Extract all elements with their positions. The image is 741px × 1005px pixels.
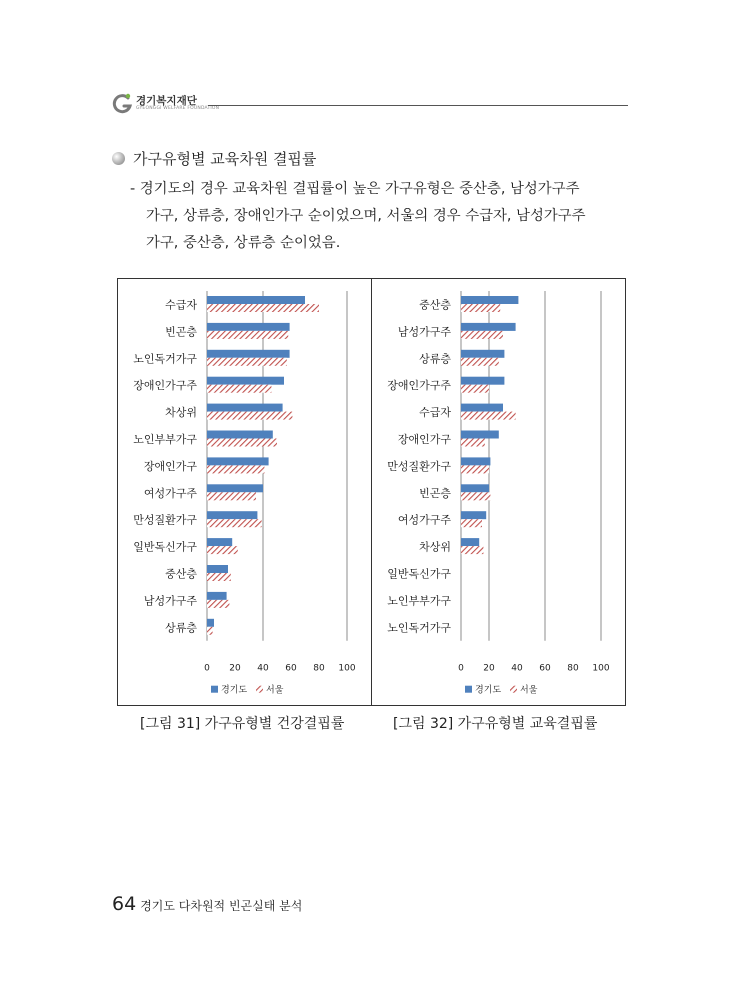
category-label: 일반독신가구 [387, 567, 451, 581]
bar-gyeonggi [207, 296, 305, 304]
body-paragraph [130, 176, 635, 257]
bar-seoul [207, 385, 271, 393]
bar-seoul [461, 519, 482, 527]
bar-seoul [207, 358, 287, 366]
legend-label-gyeonggi: 경기도 [221, 685, 248, 696]
bar-gyeonggi [207, 592, 227, 600]
bullet-icon [112, 152, 125, 165]
bar-seoul [207, 465, 264, 473]
bar-seoul [461, 412, 516, 420]
category-label: 상류층 [165, 621, 197, 635]
category-label: 빈곤층 [419, 486, 451, 500]
category-label: 차상위 [165, 406, 197, 420]
legend-swatch-gyeonggi [211, 686, 218, 693]
page-header [112, 90, 628, 116]
bar-seoul [461, 331, 503, 339]
legend-label-seoul: 서울 [266, 685, 284, 696]
bar-gyeonggi [461, 511, 486, 519]
category-label: 남성가구주 [143, 594, 197, 608]
bar-gyeonggi [461, 296, 518, 304]
bar-gyeonggi [461, 457, 490, 465]
category-label: 남성가구주 [397, 325, 451, 339]
category-label: 수급자 [165, 298, 197, 312]
category-label: 중산층 [419, 298, 451, 312]
category-label: 노인부부가구 [133, 432, 197, 446]
x-tick-label: 60 [539, 663, 551, 674]
org-subtitle: GYEONGGI WELFARE FOUNDATION [136, 106, 220, 111]
x-tick-label: 0 [204, 663, 210, 674]
bar-gyeonggi [207, 350, 290, 358]
paragraph-line: 가구, 중산층, 상류층 순이었음. [146, 235, 341, 251]
bar-seoul [207, 627, 213, 635]
bar-seoul [207, 573, 231, 581]
bar-gyeonggi [461, 377, 504, 385]
figure-caption-31: [그림 31] 가구유형별 건강결핍률 [140, 716, 345, 732]
x-tick-label: 40 [511, 663, 523, 674]
x-tick-label: 100 [338, 663, 356, 674]
category-label: 중산층 [165, 567, 197, 581]
x-tick-label: 20 [483, 663, 495, 674]
bar-gyeonggi [461, 404, 503, 412]
bar-gyeonggi [461, 350, 504, 358]
bar-seoul [207, 492, 256, 500]
category-label: 상류층 [419, 352, 451, 366]
category-label: 노인독거가구 [387, 621, 451, 635]
bar-seoul [207, 331, 288, 339]
bar-gyeonggi [461, 484, 489, 492]
x-tick-label: 0 [458, 663, 464, 674]
bar-gyeonggi [207, 457, 269, 465]
section-title: 가구유형별 교육차원 결핍률 [133, 150, 317, 168]
category-label: 수급자 [419, 406, 451, 420]
chart-health-deprivation [117, 278, 372, 706]
category-label: 장애인가구 [143, 459, 197, 473]
bar-gyeonggi [207, 619, 214, 627]
bar-seoul [207, 600, 229, 608]
section-heading [112, 148, 316, 169]
foundation-logo-icon [112, 92, 134, 114]
bar-gyeonggi [207, 323, 290, 331]
bar-seoul [461, 358, 499, 366]
bar-gyeonggi [461, 323, 516, 331]
category-label: 일반독신가구 [133, 540, 197, 554]
bar-gyeonggi [461, 431, 499, 439]
category-label: 만성질환가구 [387, 459, 451, 473]
bar-gyeonggi [461, 538, 479, 546]
bar-seoul [207, 546, 238, 554]
x-tick-label: 40 [257, 663, 269, 674]
bar-gyeonggi [207, 431, 273, 439]
bar-seoul [461, 385, 489, 393]
x-tick-label: 80 [567, 663, 579, 674]
page-footer [112, 893, 302, 915]
bar-gyeonggi [207, 538, 232, 546]
x-tick-label: 20 [229, 663, 241, 674]
category-label: 차상위 [419, 540, 451, 554]
legend-swatch-seoul [256, 686, 263, 693]
legend-label-gyeonggi: 경기도 [475, 685, 502, 696]
legend-swatch-seoul [510, 686, 517, 693]
bar-gyeonggi [207, 565, 228, 573]
bar-gyeonggi [207, 377, 284, 385]
page-number: 64 [112, 893, 137, 915]
bar-seoul [461, 304, 500, 312]
org-name: 경기복지재단 [136, 95, 197, 107]
bar-seoul [207, 304, 319, 312]
bar-seoul [207, 412, 292, 420]
x-tick-label: 80 [313, 663, 325, 674]
category-label: 빈곤층 [165, 325, 197, 339]
paragraph-line: - 경기도의 경우 교육차원 결핍률이 높은 가구유형은 중산층, 남성가구주 [130, 181, 580, 197]
category-label: 여성가구주 [397, 513, 451, 527]
bar-gyeonggi [207, 511, 257, 519]
bar-seoul [207, 519, 262, 527]
legend-swatch-gyeonggi [465, 686, 472, 693]
paragraph-line: 가구, 상류층, 장애인가구 순이었으며, 서울의 경우 수급자, 남성가구주 [146, 208, 586, 224]
book-title: 경기도 다차원적 빈곤실태 분석 [140, 899, 303, 913]
x-tick-label: 100 [592, 663, 610, 674]
category-label: 장애인가구주 [387, 379, 451, 393]
bar-seoul [461, 465, 489, 473]
category-label: 여성가구주 [143, 486, 197, 500]
x-tick-label: 60 [285, 663, 297, 674]
bar-seoul [461, 546, 483, 554]
category-label: 만성질환가구 [133, 513, 197, 527]
chart-education-deprivation [371, 278, 626, 706]
bar-seoul [461, 439, 485, 447]
category-label: 장애인가구주 [133, 379, 197, 393]
bar-seoul [461, 492, 490, 500]
chart-education-svg [372, 279, 627, 707]
bar-seoul [207, 439, 277, 447]
category-label: 노인부부가구 [387, 594, 451, 608]
bar-gyeonggi [207, 404, 283, 412]
legend-label-seoul: 서울 [520, 685, 538, 696]
chart-health-svg [118, 279, 373, 707]
figure-caption-32: [그림 32] 가구유형별 교육결핍률 [393, 716, 598, 732]
category-label: 노인독거가구 [133, 352, 197, 366]
category-label: 장애인가구 [397, 432, 451, 446]
header-divider [208, 105, 628, 106]
bar-gyeonggi [207, 484, 263, 492]
